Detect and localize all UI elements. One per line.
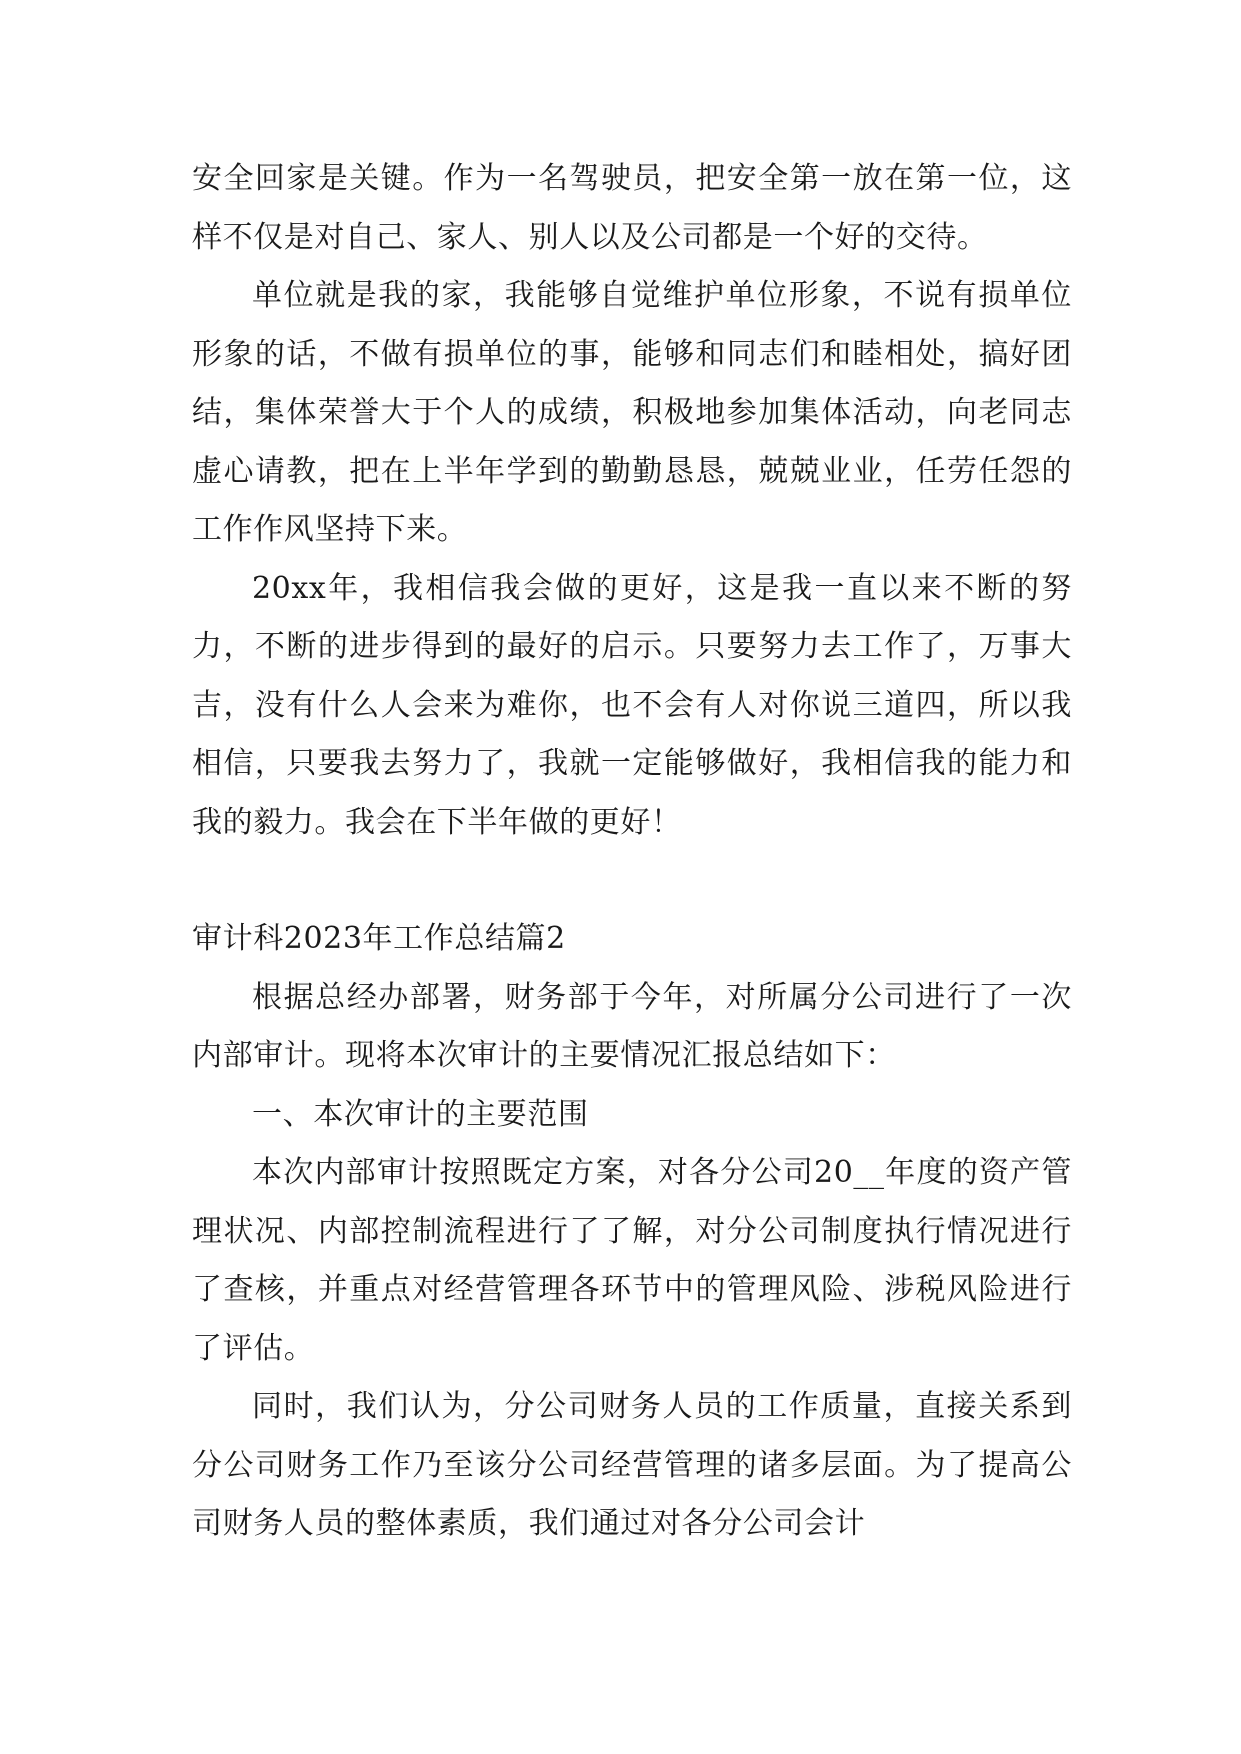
paragraph: 安全回家是关键。作为一名驾驶员，把安全第一放在第一位，这样不仅是对自己、家人、别人以及公司都是一个好的交待。 — [192, 161, 1072, 255]
paragraph: 单位就是我的家，我能够自觉维护单位形象，不说有损单位形象的话，不做有损单位的事，能够和同志们和睦相处，搞好团结，集体荣誉大于个人的成绩，积极地参加集体活动，向老同志虚心请教，把在上半年学到的勤勤恳恳，兢兢业业，任劳任怨的工作作风坚持下来。 — [192, 278, 1072, 547]
section-spacer — [192, 852, 1072, 910]
section-title: 审计科2023年工作总结篇2 — [192, 921, 566, 956]
paragraph: 同时，我们认为，分公司财务人员的工作质量，直接关系到分公司财务工作乃至该分公司经营管理的诸多层面。为了提高公司财务人员的整体素质，我们通过对各分公司会计 — [192, 1389, 1072, 1541]
paragraph: 本次内部审计按照既定方案，对各分公司20__年度的资产管理状况、内部控制流程进行了了解，对分公司制度执行情况进行了查核，并重点对经营管理各环节中的管理风险、涉税风险进行了评估。 — [192, 1155, 1072, 1366]
paragraph: 20xx年，我相信我会做的更好，这是我一直以来不断的努力，不断的进步得到的最好的启示。只要努力去工作了，万事大吉，没有什么人会来为难你，也不会有人对你说三道四，所以我相信，只要我去努力了，我就一定能够做好，我相信我的能力和我的毅力。我会在下半年做的更好！ — [192, 570, 1072, 840]
paragraph: 根据总经办部署，财务部于今年，对所属分公司进行了一次内部审计。现将本次审计的主要情况汇报总结如下： — [192, 979, 1072, 1073]
section-heading: 一、本次审计的主要范围 — [252, 1096, 589, 1132]
document-body — [192, 150, 1072, 1554]
